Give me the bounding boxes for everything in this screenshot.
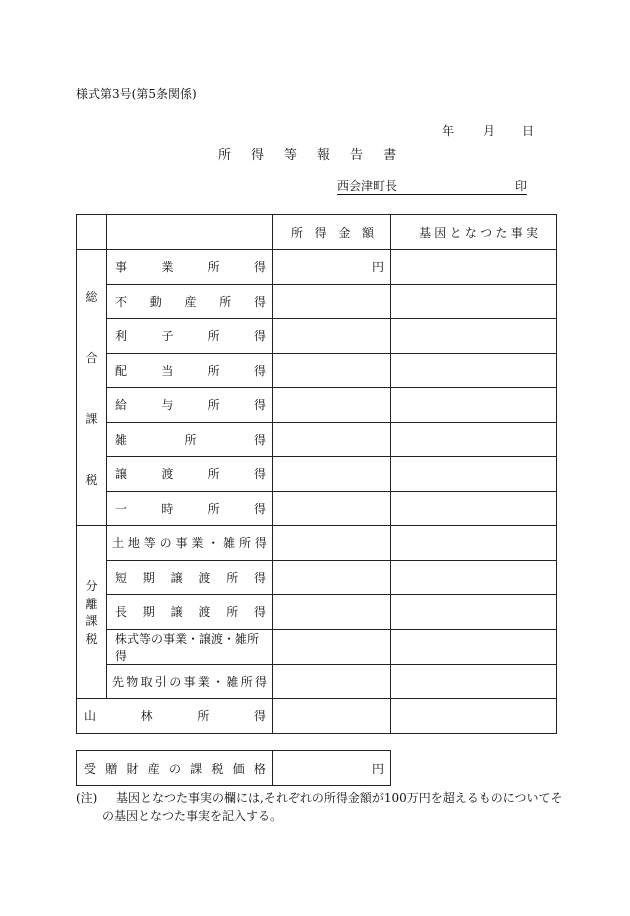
title-char: 書	[383, 148, 417, 163]
table-row	[77, 457, 557, 492]
table-row	[77, 699, 557, 734]
header-reason	[391, 215, 557, 250]
header-item-cell	[107, 215, 273, 250]
income-type-char: の	[169, 674, 182, 689]
reason-header-char: な	[464, 225, 477, 240]
gift-tax-label	[77, 751, 273, 786]
income-type-char: 所	[207, 329, 220, 344]
income-type-label	[107, 491, 273, 526]
income-type-label	[107, 560, 273, 595]
note-mark: (注)	[76, 791, 98, 805]
reason-cell[interactable]	[391, 526, 557, 561]
table-row	[77, 664, 557, 699]
income-type-char: 雑	[226, 674, 239, 689]
income-amount-cell[interactable]	[273, 319, 391, 354]
title-char: 所	[218, 148, 252, 163]
income-amount-cell[interactable]	[273, 284, 391, 319]
addressee-name: 西会津町長	[337, 179, 398, 193]
income-amount-cell[interactable]	[273, 699, 391, 734]
separate-group-label	[77, 526, 107, 699]
income-type-char: 所	[240, 674, 253, 689]
income-type-char: 得	[253, 294, 266, 309]
general-group-char: 総	[85, 289, 98, 304]
separate-group-char: 課	[85, 614, 98, 629]
income-type-label	[107, 422, 273, 457]
income-type-char: 不	[115, 294, 128, 309]
table-row	[77, 526, 557, 561]
income-type-char: 短	[115, 570, 128, 585]
reason-cell[interactable]	[391, 629, 557, 664]
income-type-char: 得	[254, 674, 267, 689]
separate-group-char: 離	[85, 596, 98, 611]
gift-label-char: 格	[253, 761, 266, 776]
income-type-char: 先	[112, 674, 125, 689]
table-row	[77, 491, 557, 526]
income-type-char: 所	[219, 294, 232, 309]
table-row	[77, 388, 557, 423]
income-type-char: 産	[184, 294, 197, 309]
table-row	[77, 319, 557, 354]
income-type-char: 所	[207, 398, 220, 413]
document-title	[218, 144, 416, 163]
reason-cell[interactable]	[391, 284, 557, 319]
income-type-char: 期	[142, 570, 155, 585]
gift-label-char: 贈	[105, 761, 118, 776]
income-type-char: 事	[115, 260, 128, 275]
reason-cell[interactable]	[391, 491, 557, 526]
reason-cell[interactable]	[391, 250, 557, 285]
amount-header-char: 金	[338, 225, 351, 240]
forest-income-char: 得	[253, 709, 266, 724]
income-type-char: 雑	[223, 536, 236, 551]
income-amount-cell[interactable]	[273, 388, 391, 423]
income-type-label	[107, 664, 273, 699]
income-type-char: 得	[253, 260, 266, 275]
income-type-char: 得	[253, 605, 266, 620]
income-type-char: 業	[197, 674, 210, 689]
header-amount	[273, 215, 391, 250]
reason-header-char: つ	[480, 225, 493, 240]
income-type-char: 所	[207, 501, 220, 516]
income-type-char: 所	[226, 605, 239, 620]
income-type-char: 雑	[115, 432, 128, 447]
income-type-char: 子	[161, 329, 174, 344]
reason-cell[interactable]	[391, 457, 557, 492]
day-label: 日	[522, 124, 535, 138]
yen-unit: 円	[371, 761, 384, 776]
forest-income-char: 山	[84, 709, 97, 724]
income-type-char: 譲	[115, 467, 128, 482]
reason-header-char: 事	[510, 225, 523, 240]
addressee-line	[337, 177, 527, 195]
income-amount-cell[interactable]	[273, 250, 391, 285]
reason-cell[interactable]	[391, 699, 557, 734]
reason-cell[interactable]	[391, 319, 557, 354]
income-type-char: 得	[253, 570, 266, 585]
income-type-char: 所	[239, 536, 252, 551]
table-row	[77, 284, 557, 319]
income-amount-cell[interactable]	[273, 457, 391, 492]
title-char: 等	[284, 148, 318, 163]
income-type-char: 与	[161, 398, 174, 413]
separate-group-char: 税	[85, 631, 98, 646]
note-text-line-2: の基因となつた事実を記入する。	[102, 809, 283, 823]
reason-header-char: 因	[434, 225, 447, 240]
header-blank-cell	[77, 215, 107, 250]
income-type-label	[107, 526, 273, 561]
income-type-char: 時	[161, 501, 174, 516]
reason-header-char: 実	[525, 225, 538, 240]
year-label: 年	[442, 124, 455, 138]
income-amount-cell[interactable]	[273, 629, 391, 664]
income-type-char: 物	[126, 674, 139, 689]
gift-label-char: 受	[84, 761, 97, 776]
income-type-label	[107, 595, 273, 630]
reason-header-char: 基	[419, 225, 432, 240]
income-amount-cell[interactable]	[273, 526, 391, 561]
income-type-char: 所	[207, 363, 220, 378]
title-char: 告	[350, 148, 384, 163]
income-type-char: 得	[253, 432, 266, 447]
income-type-char: 渡	[198, 570, 211, 585]
general-group-char: 合	[85, 350, 98, 365]
income-type-char: 等	[143, 536, 156, 551]
general-group-char: 税	[85, 472, 98, 487]
table-row	[77, 595, 557, 630]
reason-header-char: た	[495, 225, 508, 240]
income-table	[76, 214, 557, 734]
income-type-char: 取	[140, 674, 153, 689]
table-row	[77, 422, 557, 457]
income-type-char: 得	[253, 363, 266, 378]
income-type-char: 所	[184, 432, 197, 447]
income-type-char: 所	[207, 260, 220, 275]
table-row	[77, 250, 557, 285]
income-type-char: 地	[127, 536, 140, 551]
income-type-char: 配	[115, 363, 128, 378]
income-type-char: 業	[161, 260, 174, 275]
income-type-label	[107, 319, 273, 354]
table-header-row	[77, 215, 557, 250]
income-type-char: 事	[183, 674, 196, 689]
reason-cell[interactable]	[391, 353, 557, 388]
note-text-line-1: 基因となつた事実の欄には,それぞれの所得金額が100万円を超えるものについてそ	[116, 791, 563, 805]
income-amount-cell[interactable]	[273, 664, 391, 699]
income-type-char: の	[159, 536, 172, 551]
gift-label-char: の	[168, 761, 181, 776]
title-char: 報	[317, 148, 351, 163]
income-type-char: 長	[115, 605, 128, 620]
income-type-char: 渡	[198, 605, 211, 620]
income-type-char: 得	[253, 329, 266, 344]
income-type-char: 所	[207, 467, 220, 482]
seal-mark: 印	[514, 179, 527, 193]
table-row	[77, 353, 557, 388]
income-amount-cell[interactable]	[273, 353, 391, 388]
income-type-char: 利	[115, 329, 128, 344]
form-number: 様式第3号(第5条関係)	[76, 87, 197, 101]
income-type-char: 事	[175, 536, 188, 551]
gift-label-char: 課	[190, 761, 203, 776]
gift-label-char: 税	[211, 761, 224, 776]
income-type-char: 動	[149, 294, 162, 309]
income-type-char: 得	[253, 467, 266, 482]
yen-unit: 円	[371, 260, 384, 275]
income-amount-cell[interactable]	[273, 422, 391, 457]
income-type-label	[107, 250, 273, 285]
income-type-char: 所	[226, 570, 239, 585]
gift-tax-table	[76, 750, 391, 786]
income-type-char: 譲	[170, 570, 183, 585]
title-char: 得	[251, 148, 285, 163]
income-type-char: 土	[112, 536, 125, 551]
gift-tax-amount	[273, 751, 391, 786]
general-group-char: 課	[85, 411, 98, 426]
separate-group-char: 分	[85, 579, 98, 593]
gift-label-char: 財	[126, 761, 139, 776]
income-type-char: 譲	[170, 605, 183, 620]
income-type-char: 期	[142, 605, 155, 620]
income-type-char: 渡	[161, 467, 174, 482]
income-type-label	[107, 629, 273, 664]
income-amount-cell[interactable]	[273, 560, 391, 595]
income-type-char: 当	[161, 363, 174, 378]
general-group-label	[77, 250, 107, 526]
reason-header-char: と	[449, 225, 462, 240]
income-type-char: 給	[115, 398, 128, 413]
table-row	[77, 560, 557, 595]
income-type-char: ・	[212, 674, 225, 689]
table-row	[77, 629, 557, 664]
amount-header-char: 得	[314, 225, 327, 240]
forest-income-label	[77, 699, 273, 734]
amount-header-char: 所	[291, 225, 304, 240]
income-type-char: 得	[254, 536, 267, 551]
reason-cell[interactable]	[391, 388, 557, 423]
income-type-char: 株式等の事業・譲渡・雑所得	[115, 631, 260, 663]
date-line	[442, 122, 534, 139]
income-type-char: ・	[207, 536, 220, 551]
gift-label-char: 産	[147, 761, 160, 776]
income-type-char: 引	[154, 674, 167, 689]
income-type-label	[107, 353, 273, 388]
reason-cell[interactable]	[391, 560, 557, 595]
income-amount-cell[interactable]	[273, 491, 391, 526]
income-type-char: 一	[115, 501, 128, 516]
income-type-label	[107, 388, 273, 423]
income-type-label	[107, 457, 273, 492]
reason-cell[interactable]	[391, 422, 557, 457]
income-type-char: 得	[253, 501, 266, 516]
gift-tax-row	[77, 751, 391, 786]
income-type-char: 業	[191, 536, 204, 551]
gift-label-char: 価	[232, 761, 245, 776]
income-amount-cell[interactable]	[273, 595, 391, 630]
month-label: 月	[483, 124, 496, 138]
reason-cell[interactable]	[391, 595, 557, 630]
reason-cell[interactable]	[391, 664, 557, 699]
forest-income-char: 林	[140, 709, 153, 724]
income-type-label	[107, 284, 273, 319]
amount-header-char: 額	[361, 225, 374, 240]
forest-income-char: 所	[197, 709, 210, 724]
income-type-char: 得	[253, 398, 266, 413]
